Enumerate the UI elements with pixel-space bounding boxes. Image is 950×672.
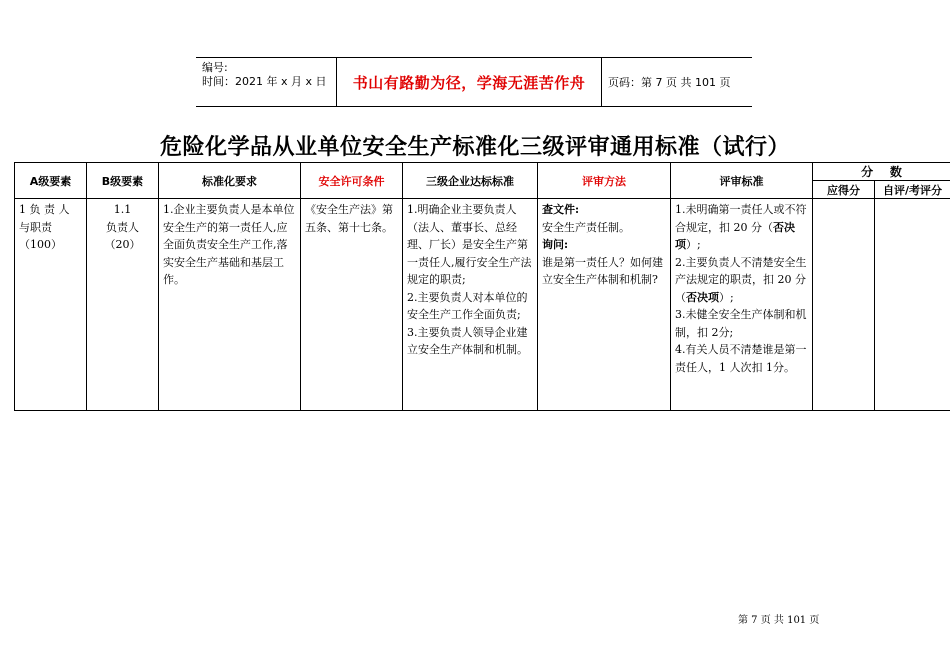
- criteria-2-end: ）;: [719, 290, 734, 304]
- header-b-element: B级要素: [87, 163, 159, 199]
- header-should-score: 应得分: [813, 181, 875, 199]
- header-permit-condition: 安全许可条件: [301, 163, 403, 199]
- level3-item-1: 1.明确企业主要负责人（法人、董事长、总经理、厂长）是安全生产第一责任人,履行安全生产法规定的职责;: [407, 203, 532, 286]
- method-check-label: 查文件:: [542, 203, 580, 216]
- criteria-1-text: 1.未明确第一责任人或不符合规定，扣 20 分（: [675, 203, 807, 234]
- method-ask-label: 询问:: [542, 238, 569, 251]
- header-page-label: 页码：第 7 页 共 101 页: [608, 76, 731, 89]
- criteria-item-3: 3.未健全安全生产体制和机制，扣 2分;: [675, 308, 807, 339]
- method-ask-text: 谁是第一责任人？如何建立安全生产体制和机制?: [542, 255, 663, 286]
- cell-a-element: [15, 199, 87, 411]
- level3-item-3: 3.主要负责人领导企业建立安全生产体制和机制。: [407, 325, 528, 356]
- b-line-2: 负责人: [106, 220, 139, 234]
- standard-table: [14, 162, 950, 411]
- criteria-1-veto: 否决项: [675, 220, 795, 251]
- number-label: 编号:: [202, 61, 228, 74]
- criteria-item-2: [675, 254, 808, 307]
- header-a-element: A级要素: [15, 163, 87, 199]
- header-motto: 书山有路勤为径，学海无涯苦作舟: [336, 58, 602, 106]
- header-review-criteria: 评审标准: [671, 163, 813, 199]
- a-line-3: （100）: [19, 238, 62, 251]
- table-row: [15, 199, 950, 411]
- b-line-1: 1.1: [113, 203, 132, 216]
- document-header: [196, 57, 752, 107]
- header-review-method: 评审方法: [538, 163, 671, 199]
- a-line-2: 与职责: [19, 220, 52, 234]
- header-score: 分 数: [813, 163, 950, 181]
- header-standard-requirement: 标准化要求: [159, 163, 301, 199]
- cell-b-element: [87, 199, 159, 411]
- a-line-1: 1 负 责 人: [19, 203, 70, 216]
- cell-review-method: [538, 199, 671, 411]
- page-footer: 第 7 页 共 101 页: [738, 615, 820, 626]
- criteria-1-end: ）;: [686, 238, 701, 251]
- criteria-2-text: 2.主要负责人不清楚安全生产法规定的职责，扣 20 分（: [675, 255, 807, 304]
- b-line-3: （20）: [104, 238, 141, 251]
- cell-self-score: [875, 199, 950, 411]
- document-title: 危险化学品从业单位安全生产标准化三级评审通用标准（试行）: [159, 135, 790, 160]
- cell-level3-standard: [403, 199, 538, 411]
- header-meta: [196, 58, 336, 106]
- cell-standard-requirement: 1.企业主要负责人是本单位安全生产的第一责任人,应全面负责安全生产工作,落实安全生产基础和基层工作。: [159, 199, 301, 411]
- cell-should-score: [813, 199, 875, 411]
- level3-item-2: 2.主要负责人对本单位的安全生产工作全面负责;: [407, 290, 528, 321]
- header-level3-standard: 三级企业达标标准: [403, 163, 538, 199]
- criteria-item-4: 4.有关人员不清楚谁是第一责任人，1 人次扣 1分。: [675, 343, 807, 374]
- method-check-text: 安全生产责任制。: [542, 220, 630, 234]
- time-label: 时间：2021 年 x 月 x 日: [202, 75, 327, 88]
- header-self-score: 自评/考评分: [875, 181, 950, 199]
- cell-permit-condition: 《安全生产法》第五条、第十七条。: [301, 199, 403, 411]
- criteria-item-1: [675, 201, 808, 254]
- cell-review-criteria: [671, 199, 813, 411]
- criteria-2-veto: 否决项: [686, 290, 719, 304]
